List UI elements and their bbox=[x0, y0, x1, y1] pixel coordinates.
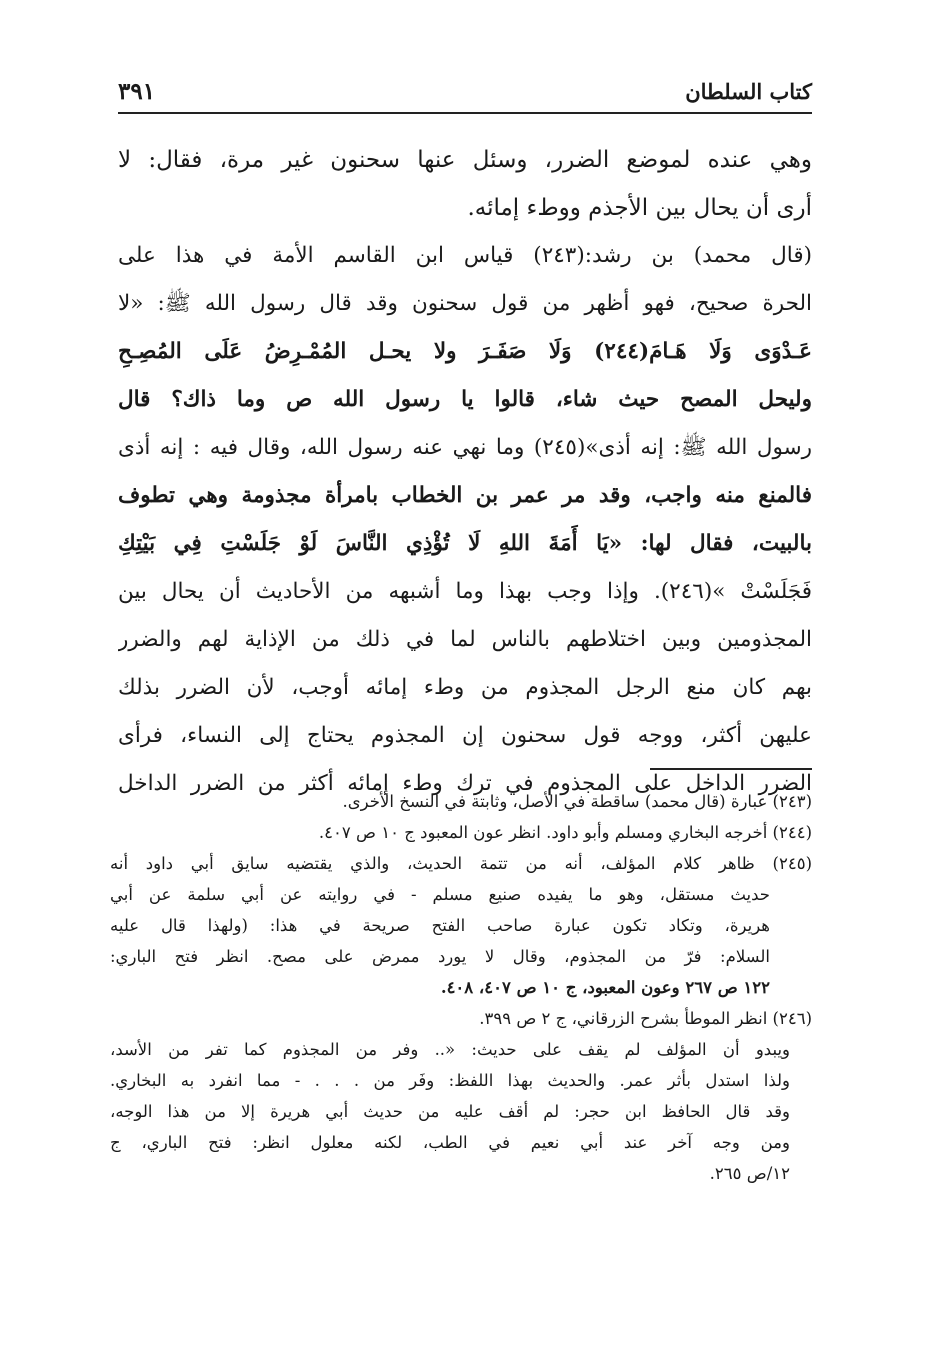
footnote-line: (٢٤٤) أخرجه البخاري ومسلم وأبو داود. انظر عون المعبود ج ١٠ ص ٤٠٧. bbox=[318, 823, 812, 842]
body-line: رسول الله ﷺ: إنه أذى»(٢٤٥) وما نهي عنه رسول الله، وقال فيه : إنه أذى bbox=[118, 435, 812, 460]
running-header bbox=[118, 74, 812, 108]
footnote-line: هريرة، وتكاد تكون عبارة صاحب الفتح صريحة في هذا: (ولهذا قال عليه bbox=[110, 916, 770, 935]
main-text bbox=[118, 136, 812, 808]
footnote-line: (٢٤٦) انظر الموطأ بشرح الزرقاني، ج ٢ ص ٣٩٩. bbox=[479, 1009, 812, 1028]
footnote-line: حديث مستقل، وهو ما يفيده صنيع مسلم - في روايته عن أبي سلمة عن أبي bbox=[110, 885, 770, 904]
body-line: فَجَلَسْتْ »(٢٤٦). وإذا وجب بهذا وما أشبهه من الأحاديث أن يحال بين bbox=[118, 579, 812, 604]
body-line: عليهن أكثر، ووجه قول سحنون إن المجذوم يحتاج إلى النساء، فرأى bbox=[118, 723, 812, 748]
body-line: (قال محمد) بن رشد:(٢٤٣) قياس ابن القاسم الأمة في هذا على bbox=[118, 243, 812, 268]
header-rule bbox=[118, 112, 812, 114]
footnote-line: (٢٤٥) ظاهر كلام المؤلف، أنه من تتمة الحديث، والذي يقتضيه سايق أبي داود أنه bbox=[110, 854, 812, 873]
body-line: أرى أن يحال بين الأجذم ووطء إمائه. bbox=[467, 195, 812, 221]
body-line: بهم كان منع الرجل المجذوم من وطء إمائه أوجب، لأن الضرر بذلك bbox=[118, 675, 812, 700]
footnote-separator bbox=[650, 768, 812, 770]
footnote-line: ١٢٢ ص ٢٦٧ وعون المعبود، ج ١٠ ص ٤٠٧، ٤٠٨. bbox=[440, 978, 770, 997]
body-line: فالمنع منه واجب، وقد مر عمر بن الخطاب بامرأة مجذومة وهي تطوف bbox=[118, 483, 812, 508]
footnote-line: (٢٤٣) عبارة (قال محمد) ساقطة في الأصل، وثابتة في النسخ الأخرى. bbox=[342, 792, 812, 811]
book-section-title: كتاب السلطان bbox=[685, 78, 812, 104]
body-line: وهي عنده لموضع الضرر، وسئل عنها سحنون غير مرة، فقال: لا bbox=[118, 147, 812, 173]
body-line: المجذومين وبين اختلاطهم بالناس لما في ذلك من الإذاية لهم والضرر bbox=[118, 627, 812, 652]
footnotes bbox=[110, 786, 812, 1189]
footnote-line: وقد قال الحافظ ابن حجر: لم أقف عليه من حديث أبي هريرة إلا من هذا الوجه، bbox=[110, 1102, 790, 1121]
body-line: بالبيت، فقال لها: «يَا أَمَةَ اللهِ لَا تُؤْذِي النَّاسَ لَوْ جَلَسْتِ فِي بَيْتِكِ bbox=[118, 531, 812, 556]
page-number: ٣٩١ bbox=[118, 77, 156, 105]
footnote-line: ويبدو أن المؤلف لم يقف على حديث: «.. وفر من المجذوم كما تفر من الأسد، bbox=[110, 1040, 790, 1059]
footnote-line: ولذا استدل بأثر عمر. والحديث بهذا اللفظ: وفَر من . . . - مما انفرد به البخاري. bbox=[110, 1071, 790, 1090]
footnote-line: ومن وجه آخر عند أبي نعيم في الطب، لكنه معلول انظر: فتح الباري، ج bbox=[110, 1133, 790, 1152]
body-line: الحرة صحيح، فهو أظهر من قول سحنون وقد قال رسول الله ﷺ: «لا bbox=[118, 291, 812, 316]
body-line: وليحل المصح حيث شاء، قالوا يا رسول الله ص وما ذاك؟ قال bbox=[118, 387, 812, 412]
footnote-line: السلام: فرّ من المجذوم، وقال لا يورد ممرض على مصح. انظر فتح الباري: bbox=[110, 947, 770, 966]
body-line: الضرر الداخل على المجذوم في ترك وطء إمائه أكثر من الضرر الداخل bbox=[118, 771, 812, 796]
footnote-line: ١٢/ص ٢٦٥. bbox=[709, 1164, 790, 1183]
body-line: عَـدْوَى وَلَا هَـامَ(٢٤٤) وَلَا صَفَـرَ ولا يحـل المُمْـرِضُ عَلَى المُصِـحِ bbox=[118, 339, 812, 364]
